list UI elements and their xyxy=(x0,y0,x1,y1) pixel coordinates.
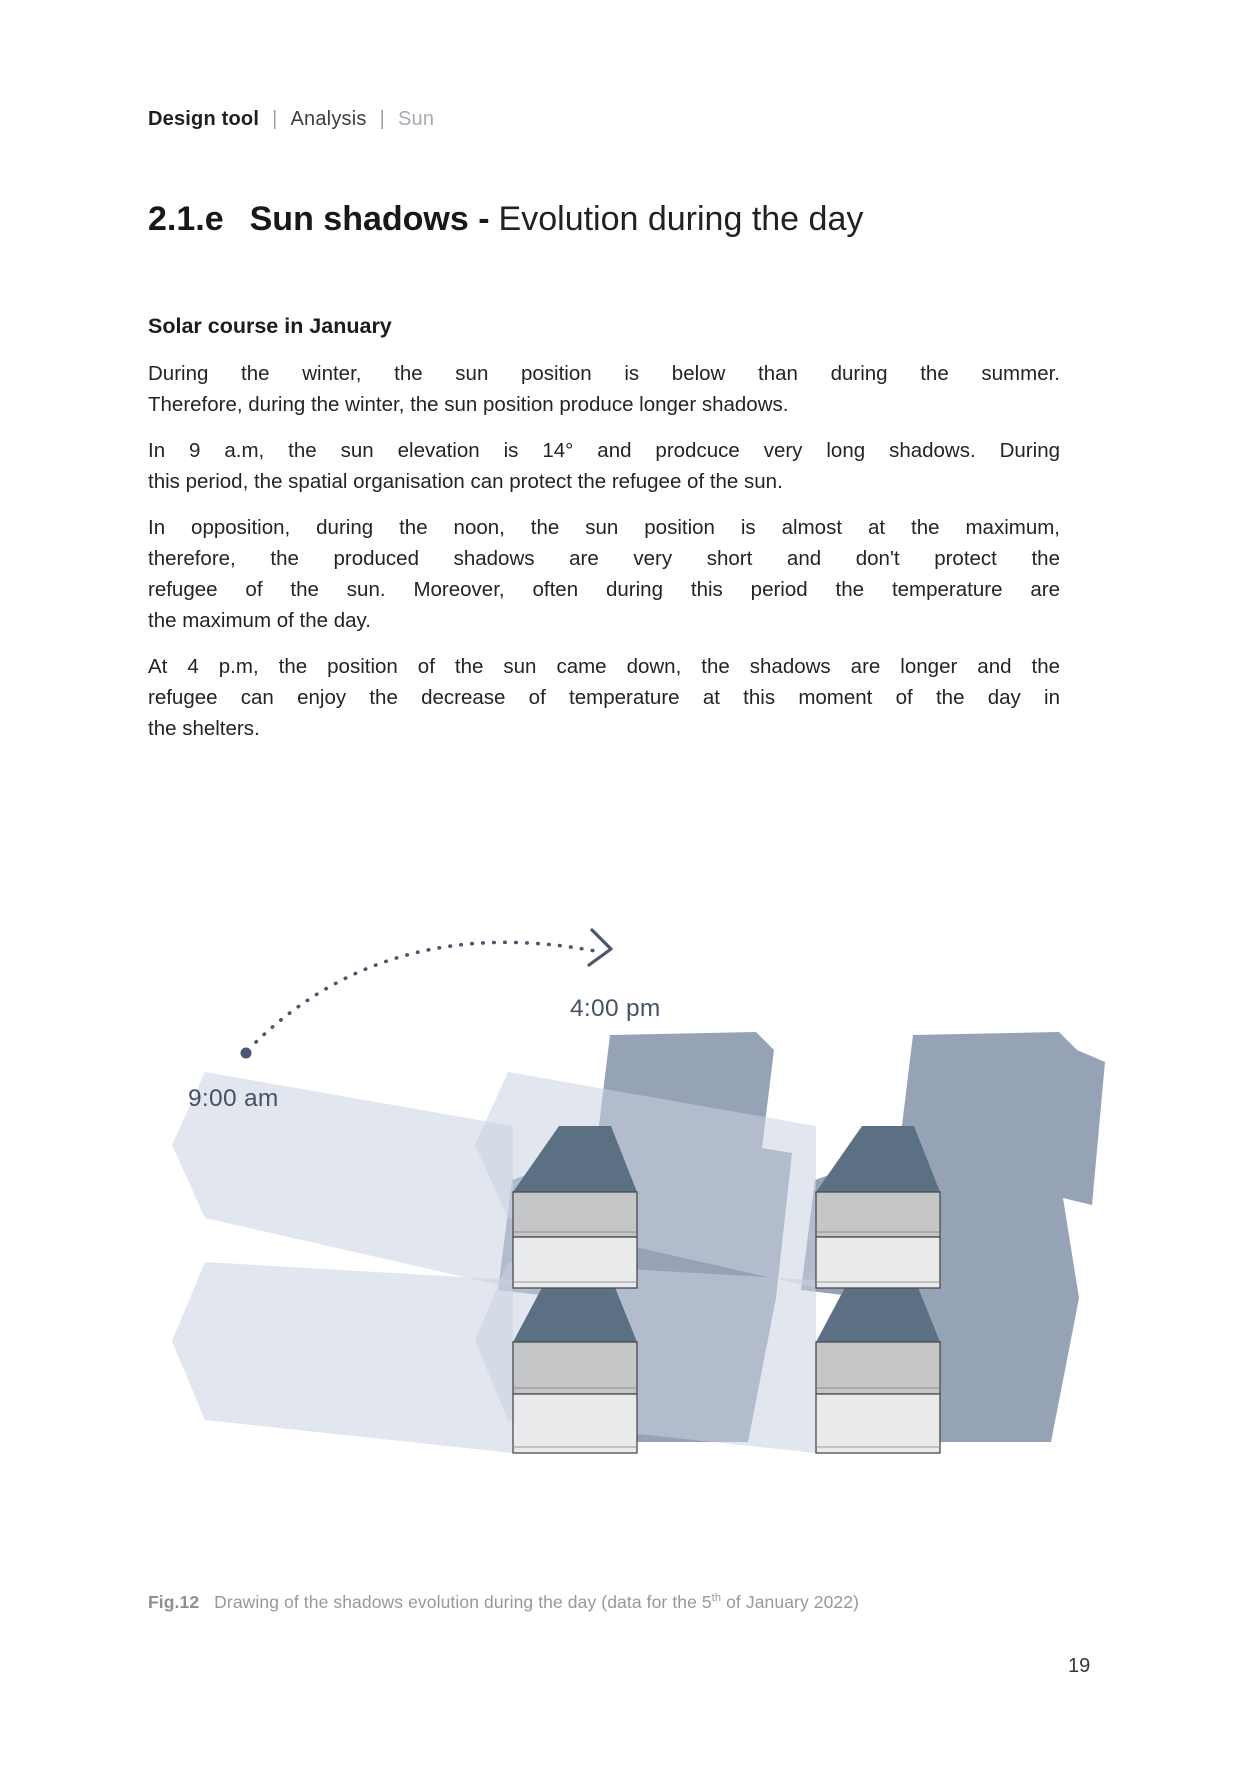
figure-caption xyxy=(148,1592,1060,1613)
section-number: 2.1.e xyxy=(148,200,224,238)
sun-path-arc xyxy=(241,930,612,1059)
page-title xyxy=(148,200,863,239)
paragraph-line: therefore, the produced shadows are very short and don't protect the xyxy=(148,547,1060,570)
figure-caption-text-end: of January 2022) xyxy=(721,1592,860,1612)
shelter-c-face xyxy=(513,1342,637,1453)
shadow-9am-shelter-c xyxy=(172,1262,513,1453)
sun-path-arrow-icon xyxy=(589,930,611,965)
section-heading: Solar course in January xyxy=(148,314,392,338)
paragraph-line: In 9 a.m, the sun elevation is 14° and prodcuce very long shadows. During xyxy=(148,439,1060,462)
figure-caption-sup: th xyxy=(711,1592,722,1605)
breadcrumb-item-design-tool: Design tool xyxy=(148,108,260,130)
breadcrumb-separator: | xyxy=(272,108,278,130)
figure-caption-text: Drawing of the shadows evolution during the day (data for the 5 xyxy=(214,1592,712,1612)
paragraph xyxy=(148,435,1060,497)
breadcrumb-separator: | xyxy=(379,108,385,130)
page-number: 19 xyxy=(1068,1655,1091,1677)
shelter-d-face xyxy=(816,1342,940,1453)
paragraph xyxy=(148,358,1060,420)
paragraph-line: Therefore, during the winter, the sun position produce longer shadows. xyxy=(148,393,789,416)
paragraph-line: the maximum of the day. xyxy=(148,609,371,632)
paragraph-line: At 4 p.m, the position of the sun came down, the shadows are longer and the xyxy=(148,655,1060,678)
paragraph-line: the shelters. xyxy=(148,717,260,740)
shadow-evolution-figure xyxy=(170,818,1120,1478)
shadow-diagram-svg xyxy=(170,818,1120,1478)
label-4pm: 4:00 pm xyxy=(570,995,661,1022)
shelter-b-face xyxy=(816,1192,940,1288)
breadcrumb-item-analysis: Analysis xyxy=(290,108,367,130)
breadcrumb-item-sun: Sun xyxy=(397,108,435,130)
title-subtitle: Evolution during the day xyxy=(498,200,864,238)
title-emphasis: Sun shadows - xyxy=(249,200,490,238)
paragraph-line: During the winter, the sun position is below than during the summer. xyxy=(148,362,1060,385)
shelter-a-face xyxy=(513,1192,637,1288)
paragraph-line: this period, the spatial organisation can protect the refugee of the sun. xyxy=(148,470,783,493)
paragraph xyxy=(148,651,1060,744)
paragraph-line: refugee can enjoy the decrease of temperature at this moment of the day in xyxy=(148,686,1060,709)
breadcrumb xyxy=(148,108,434,131)
paragraph xyxy=(148,512,1060,636)
label-9am: 9:00 am xyxy=(188,1085,279,1112)
paragraph-line: In opposition, during the noon, the sun position is almost at the maximum, xyxy=(148,516,1060,539)
sun-position-dot xyxy=(241,1048,252,1059)
body-copy xyxy=(148,358,1060,759)
paragraph-line: refugee of the sun. Moreover, often during this period the temperature are xyxy=(148,578,1060,601)
figure-caption-tag: Fig.12 xyxy=(148,1592,200,1612)
